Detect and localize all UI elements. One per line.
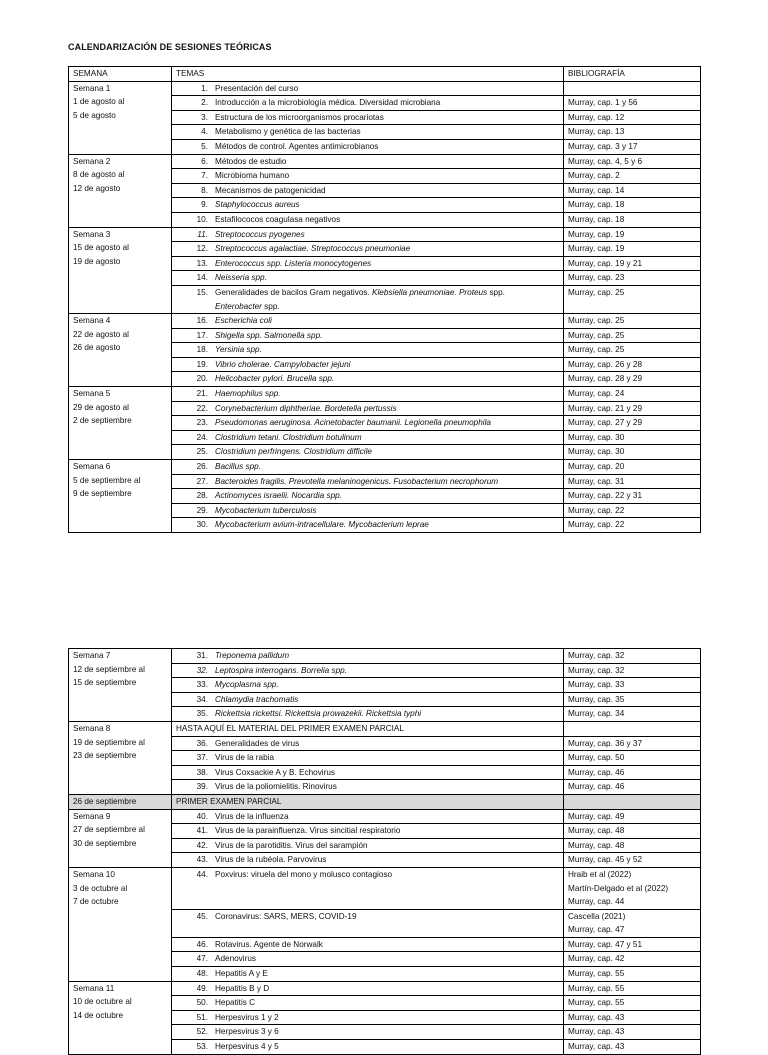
bib-cell: Murray, cap. 1 y 56 [564,96,701,111]
week-cell: Semana 4 22 de agosto al 26 de agosto [69,314,172,387]
topic-cell: 25. Clostridium perfringens. Clostridium difficile [172,445,564,460]
bib-cell: Murray, cap. 18 [564,212,701,227]
bib-cell: Murray, cap. 22 [564,503,701,518]
exam-date: 26 de septiembre [69,794,172,809]
table-row [69,981,701,996]
bib-cell: Murray, cap. 27 y 29 [564,416,701,431]
week-cell: Semana 1 1 de agosto al 5 de agosto [69,81,172,154]
week-cell: Semana 8 19 de septiembre al 23 de septiembre [69,721,172,794]
bib-cell: Murray, cap. 21 y 29 [564,401,701,416]
exam-label: PRIMER EXAMEN PARCIAL [172,794,564,809]
bib-cell: Murray, cap. 14 [564,183,701,198]
week-cell: Semana 10 3 de octubre al 7 de octubre [69,867,172,981]
bib-cell: Cascella (2021) Murray, cap. 47 [564,909,701,937]
bib-cell: Murray, cap. 50 [564,751,701,766]
topic-cell: 20. Helicobacter pylori. Brucella spp. [172,372,564,387]
bib-cell: Murray, cap. 13 [564,125,701,140]
bib-cell: Murray, cap. 32 [564,663,701,678]
topic-cell: 51. Herpesvirus 1 y 2 [172,1010,564,1025]
exam-note-cell: HASTA AQUÍ EL MATERIAL DEL PRIMER EXAMEN PARCIAL [172,721,564,736]
topic-cell: 27. Bacteroides fragilis. Prevotella melaninogenicus. Fusobacterium necrophorum [172,474,564,489]
topic-cell: 42. Virus de la parotiditis. Virus del sarampión [172,838,564,853]
week-cell: Semana 3 15 de agosto al 19 de agosto [69,227,172,314]
bib-cell: Murray, cap. 26 y 28 [564,357,701,372]
week-cell: Semana 5 29 de agosto al 2 de septiembre [69,387,172,460]
header-week: SEMANA [69,67,172,82]
week-cell: Semana 7 12 de septiembre al 15 de septiembre [69,649,172,722]
topic-cell: 37. Virus de la rabia [172,751,564,766]
week-cell: Semana 6 5 de septiembre al 9 de septiembre [69,460,172,533]
table-header-row [69,67,701,82]
topic-cell: 6. Métodos de estudio [172,154,564,169]
bib-cell: Murray, cap. 19 [564,227,701,242]
topic-cell: 35. Rickettsia rickettsi. Rickettsia prowazekii. Rickettsia typhi [172,707,564,722]
week-cell: Semana 2 8 de agosto al 12 de agosto [69,154,172,227]
bib-cell: Murray, cap. 12 [564,110,701,125]
bib-cell: Murray, cap. 18 [564,198,701,213]
bib-cell: Murray, cap. 22 y 31 [564,489,701,504]
topic-cell: 12. Streptococcus agalactiae. Streptococcus pneumoniae [172,242,564,257]
bib-cell: Murray, cap. 43 [564,1025,701,1040]
topic-cell: 32. Leptospira interrogans. Borrelia spp. [172,663,564,678]
table-row [69,387,701,402]
bib-cell: Murray, cap. 32 [564,649,701,664]
week-cell: Semana 11 10 de octubre al 14 de octubre [69,981,172,1054]
topic-cell: 18. Yersinia spp. [172,343,564,358]
topic-cell: 14. Neisseria spp. [172,271,564,286]
bib-cell: Murray, cap. 25 [564,343,701,358]
topic-cell: 24. Clostridium tetani. Clostridium botulinum [172,430,564,445]
topic-cell: 40. Virus de la influenza [172,809,564,824]
topic-cell: 44. Poxvirus: viruela del mono y molusco contagioso [172,867,564,909]
topic-cell: 31. Treponema pallidum [172,649,564,664]
topic-cell: 53. Herpesvirus 4 y 5 [172,1040,564,1055]
topic-cell: 30. Mycobacterium avium-intracellulare. Mycobacterium leprae [172,518,564,533]
topic-cell: 8. Mecanismos de patogenicidad [172,183,564,198]
bib-cell: Murray, cap. 55 [564,981,701,996]
bib-cell: Murray, cap. 33 [564,678,701,693]
bib-cell: Murray, cap. 49 [564,809,701,824]
topic-cell: 26. Bacillus spp. [172,460,564,475]
bib-cell [564,81,701,96]
topic-cell: 22. Corynebacterium diphtheriae. Bordetella pertussis [172,401,564,416]
topic-cell: 10. Estafilococos coagulasa negativos [172,212,564,227]
bib-cell: Murray, cap. 36 y 37 [564,736,701,751]
table-row [69,81,701,96]
bib-cell: Murray, cap. 55 [564,967,701,982]
table-row [69,154,701,169]
table-row [69,649,701,664]
topic-cell: 16. Escherichia coli [172,314,564,329]
header-topics: TEMAS [172,67,564,82]
topic-cell: 48. Hepatitis A y E [172,967,564,982]
topic-cell: 21. Haemophilus spp. [172,387,564,402]
bib-cell: Murray, cap. 19 y 21 [564,256,701,271]
topic-cell: 11. Streptococcus pyogenes [172,227,564,242]
topic-cell: 34. Chlamydia trachomatis [172,692,564,707]
bib-cell: Murray, cap. 48 [564,824,701,839]
bib-cell: Murray, cap. 4, 5 y 6 [564,154,701,169]
table-row [69,867,701,909]
bib-cell: Murray, cap. 25 [564,314,701,329]
bib-cell: Murray, cap. 31 [564,474,701,489]
topic-cell: 45. Coronavirus: SARS, MERS, COVID-19 [172,909,564,937]
bib-cell: Murray, cap. 25 [564,285,701,313]
topic-cell: 13. Enterococcus spp. Listeria monocytogenes [172,256,564,271]
bib-cell: Murray, cap. 20 [564,460,701,475]
topic-cell: 29. Mycobacterium tuberculosis [172,503,564,518]
topic-cell: 47. Adenovirus [172,952,564,967]
bib-cell: Murray, cap. 47 y 51 [564,937,701,952]
bib-cell: Murray, cap. 34 [564,707,701,722]
bib-cell: Murray, cap. 45 y 52 [564,853,701,868]
bib-cell: Hraib et al (2022) Martín-Delgado et al (2022) Murray, cap. 44 [564,867,701,909]
topic-cell: 5. Métodos de control. Agentes antimicrobianos [172,139,564,154]
bib-cell: Murray, cap. 46 [564,765,701,780]
schedule-table-1 [68,66,701,533]
topic-cell: 9. Staphylococcus aureus [172,198,564,213]
topic-cell: 49. Hepatitis B y D [172,981,564,996]
topic-cell: 46. Rotavirus. Agente de Norwalk [172,937,564,952]
bib-cell: Murray, cap. 30 [564,430,701,445]
topic-cell: 19. Vibrio cholerae. Campylobacter jejuni [172,357,564,372]
bib-cell: Murray, cap. 3 y 17 [564,139,701,154]
topic-cell: 28. Actinomyces israelii. Nocardia spp. [172,489,564,504]
week-cell: Semana 9 27 de septiembre al 30 de septiembre [69,809,172,867]
topic-cell: 33. Mycoplasma spp. [172,678,564,693]
exam-row [69,794,701,809]
bib-cell: Murray, cap. 19 [564,242,701,257]
topic-cell: 3. Estructura de los microorganismos procariotas [172,110,564,125]
table-row [69,227,701,242]
bib-cell: Murray, cap. 43 [564,1040,701,1055]
topic-cell: 15. Generalidades de bacilos Gram negativos. Klebsiella pneumoniae. Proteus spp. Enterobacter spp. [172,285,564,313]
table-row [69,460,701,475]
bib-cell [564,794,701,809]
bib-cell: Murray, cap. 43 [564,1010,701,1025]
topic-cell: 38. Virus Coxsackie A y B. Echovirus [172,765,564,780]
bib-cell: Murray, cap. 35 [564,692,701,707]
topic-cell: 4. Metabolismo y genética de las bacterias [172,125,564,140]
bib-cell: Murray, cap. 55 [564,996,701,1011]
table-row [69,314,701,329]
bib-cell: Murray, cap. 30 [564,445,701,460]
bib-cell: Murray, cap. 24 [564,387,701,402]
topic-cell: 2. Introducción a la microbiología médica. Diversidad microbiana [172,96,564,111]
topic-cell: 39. Virus de la poliomielitis. Rinovirus [172,780,564,795]
topic-cell: 41. Virus de la parainfluenza. Virus sincitial respiratorio [172,824,564,839]
topic-cell: 23. Pseudomonas aeruginosa. Acinetobacter baumanii. Legionella pneumophila [172,416,564,431]
bib-cell: Murray, cap. 42 [564,952,701,967]
topic-cell: 7. Microbioma humano [172,169,564,184]
bib-cell: Murray, cap. 2 [564,169,701,184]
topic-cell: 43. Virus de la rubéola. Parvovirus [172,853,564,868]
bib-cell: Murray, cap. 28 y 29 [564,372,701,387]
bib-cell: Murray, cap. 46 [564,780,701,795]
topic-cell: 1. Presentación del curso [172,81,564,96]
bib-cell: Murray, cap. 25 [564,328,701,343]
bib-cell: Murray, cap. 22 [564,518,701,533]
schedule-table-2 [68,648,701,1055]
topic-cell: 36. Generalidades de virus [172,736,564,751]
table-row [69,721,701,736]
topic-cell: 50. Hepatitis C [172,996,564,1011]
bib-cell: Murray, cap. 48 [564,838,701,853]
table-row [69,809,701,824]
document-title: CALENDARIZACIÓN DE SESIONES TEÓRICAS [68,42,272,52]
topic-cell: 52. Herpesvirus 3 y 6 [172,1025,564,1040]
bib-cell: Murray, cap. 23 [564,271,701,286]
header-bibliography: BIBLIOGRAFÍA [564,67,701,82]
bib-cell [564,721,701,736]
topic-cell: 17. Shigella spp. Salmonella spp. [172,328,564,343]
